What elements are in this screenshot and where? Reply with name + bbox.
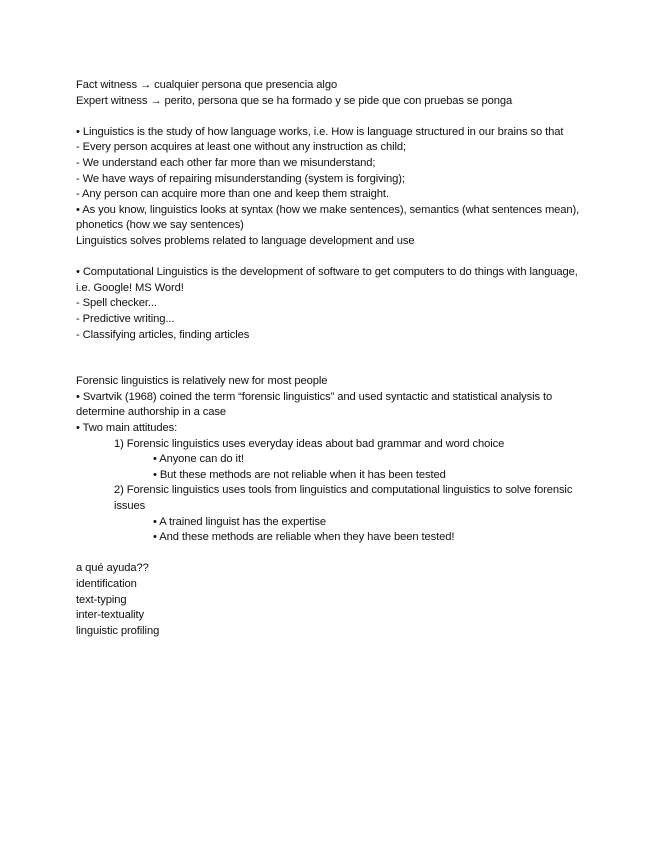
- forensic-attitudes-heading: • Two main attitudes:: [76, 422, 178, 435]
- document-page: [76, 78, 586, 639]
- computational-point-2: - Predictive writing...: [76, 312, 175, 325]
- computational-point-1: - Spell checker...: [76, 297, 157, 310]
- linguistics-definition: • Linguistics is the study of how language works, i.e. How is language structured in our brains so that: [76, 125, 564, 138]
- ayuda-item: identification: [76, 578, 137, 590]
- forensic-attitude-2-point-1: • A trained linguist has the expertise: [153, 515, 327, 528]
- expert-witness-line: Expert witness → perito, persona que se ha formado y se pide que con pruebas se ponga: [76, 94, 513, 107]
- linguistics-point-1: - Every person acquires at least one without any instruction as child;: [76, 141, 407, 154]
- forensic-attitude-1: 1) Forensic linguistics uses everyday ideas about bad grammar and word choice: [114, 437, 505, 450]
- forensic-attitude-1-point-2: • But these methods are not reliable when it has been tested: [153, 468, 446, 481]
- ayuda-item: text-typing: [76, 593, 127, 606]
- ayuda-item: inter-textuality: [76, 609, 145, 622]
- ayuda-question: a qué ayuda??: [76, 562, 149, 575]
- forensic-svartvik: • Svartvik (1968) coined the term “forensic linguistics” and used syntactic and statistical analysis to determine authorship in a case: [76, 390, 553, 419]
- forensic-attitude-1-point-1: • Anyone can do it!: [153, 453, 244, 466]
- computational-point-3: - Classifying articles, finding articles: [76, 328, 250, 341]
- forensic-attitude-2-point-2: • And these methods are reliable when they have been tested!: [153, 531, 455, 544]
- spacer: [76, 250, 586, 266]
- computational-definition: • Computational Linguistics is the development of software to get computers to do things with language, i.e. Google! MS Word!: [76, 266, 578, 294]
- fact-witness-line: Fact witness → cualquier persona que presencia algo: [76, 79, 338, 91]
- spacer: [76, 546, 586, 562]
- linguistics-point-2: - We understand each other far more than we misunderstand;: [76, 156, 376, 169]
- spacer: [76, 109, 586, 125]
- linguistics-solves: Linguistics solves problems related to language development and use: [76, 234, 415, 247]
- spacer: [76, 343, 586, 374]
- ayuda-item: linguistic profiling: [76, 624, 160, 637]
- linguistics-point-3: - We have ways of repairing misunderstanding (system is forgiving);: [76, 172, 405, 185]
- linguistics-branches: • As you know, linguistics looks at syntax (how we make sentences), semantics (what sentences mean), phonetics (how we say sentences): [76, 203, 580, 232]
- forensic-attitude-2: 2) Forensic linguistics uses tools from linguistics and computational linguistics to solve forensic issues: [114, 484, 573, 513]
- forensic-intro: Forensic linguistics is relatively new for most people: [76, 375, 328, 388]
- linguistics-point-4: - Any person can acquire more than one and keep them straight.: [76, 188, 389, 201]
